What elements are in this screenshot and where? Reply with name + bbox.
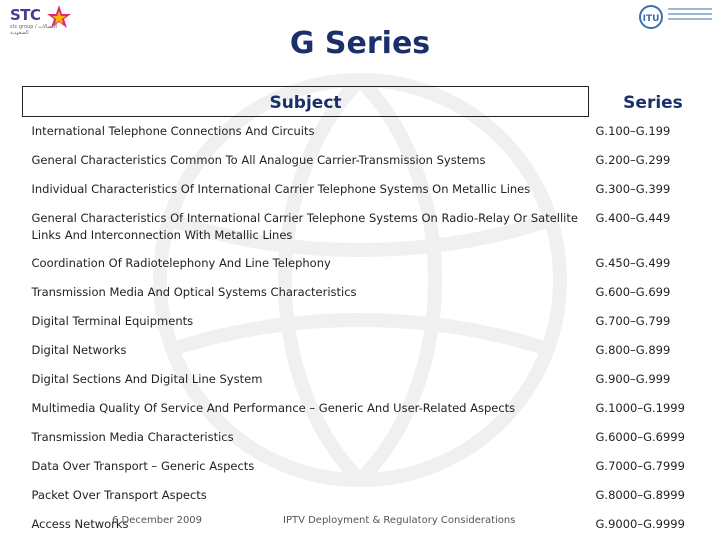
series-cell: G.900–G.999 bbox=[595, 371, 671, 386]
subject-cell: Packet Over Transport Aspects bbox=[31, 487, 207, 502]
table-row bbox=[23, 278, 718, 307]
subject-column-header: Subject bbox=[23, 87, 589, 117]
series-cell: G.200–G.299 bbox=[595, 152, 671, 167]
series-cell: G.400–G.449 bbox=[595, 210, 671, 225]
series-cell: G.700–G.799 bbox=[595, 313, 671, 328]
series-column-header: Series bbox=[623, 93, 683, 113]
subject-cell: Coordination Of Radiotelephony And Line Telephony bbox=[31, 255, 331, 270]
subject-cell: Data Over Transport – Generic Aspects bbox=[31, 458, 255, 473]
g-series-table bbox=[22, 86, 717, 539]
table-row bbox=[23, 175, 718, 204]
subject-cell: International Telephone Connections And Circuits bbox=[31, 124, 315, 138]
slide-footer bbox=[29, 513, 569, 529]
subject-cell: Digital Networks bbox=[31, 342, 127, 357]
stc-logo-text: STC bbox=[10, 6, 41, 24]
subject-cell: Transmission Media Characteristics bbox=[31, 429, 234, 444]
subject-cell: General Characteristics Of International Carrier Telephone Systems On Radio-Relay Or Satellite Links And Interconnection With Metallic Lines bbox=[31, 210, 578, 242]
table-row bbox=[23, 336, 718, 365]
table-row bbox=[23, 146, 718, 175]
subject-cell: Digital Sections And Digital Line System bbox=[31, 371, 263, 386]
table-row bbox=[23, 204, 718, 249]
table-header-row bbox=[23, 87, 718, 117]
series-cell: G.800–G.899 bbox=[595, 342, 671, 357]
page-title: G Series bbox=[289, 26, 431, 61]
table-row bbox=[23, 394, 718, 423]
series-cell: G.450–G.499 bbox=[595, 255, 671, 270]
series-cell: G.7000–G.7999 bbox=[595, 458, 685, 473]
subject-cell: Digital Terminal Equipments bbox=[31, 313, 194, 328]
series-cell: G.9000–G.9999 bbox=[595, 516, 685, 531]
subject-cell: Transmission Media And Optical Systems Characteristics bbox=[31, 284, 357, 299]
stc-tagline: stc group / الاتصالات السعودية bbox=[10, 24, 58, 36]
footer-presentation-title: IPTV Deployment & Regulatory Considerations bbox=[283, 515, 516, 526]
itu-logo-text: ITU bbox=[642, 14, 660, 24]
table-row bbox=[23, 117, 718, 146]
series-cell: G.100–G.199 bbox=[595, 123, 671, 138]
series-cell: G.600–G.699 bbox=[595, 284, 671, 299]
subject-cell: Access Networks bbox=[31, 516, 129, 531]
table-row bbox=[23, 452, 718, 481]
subject-cell: General Characteristics Common To All Analogue Carrier-Transmission Systems bbox=[31, 152, 486, 167]
series-cell: G.8000–G.8999 bbox=[595, 487, 685, 502]
subject-cell: Multimedia Quality Of Service And Performance – Generic And User-Related Aspects bbox=[31, 400, 516, 415]
table-row bbox=[23, 481, 718, 510]
table-row bbox=[23, 307, 718, 336]
table-row bbox=[23, 365, 718, 394]
itu-logo-wordmark bbox=[668, 8, 712, 23]
subject-cell: Individual Characteristics Of International Carrier Telephone Systems On Metallic Lines bbox=[31, 181, 531, 196]
series-cell: G.6000–G.6999 bbox=[595, 429, 685, 444]
table-row bbox=[23, 249, 718, 278]
table-row bbox=[23, 423, 718, 452]
footer-date: 6 December 2009 bbox=[112, 515, 203, 526]
series-cell: G.300–G.399 bbox=[595, 181, 671, 196]
series-cell: G.1000–G.1999 bbox=[595, 400, 685, 415]
